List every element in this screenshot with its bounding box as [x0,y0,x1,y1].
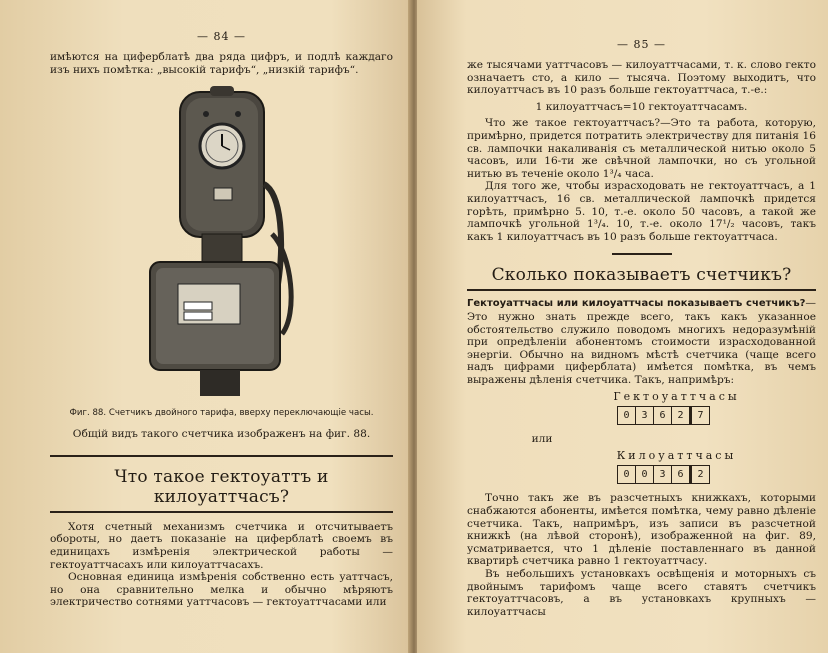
left-page [0,0,413,653]
paragraph: Точно такъ же въ разсчетныхъ книжкахъ, которыми снабжаются абоненты, имѣется помѣтка, чему равно дѣленіе счетчика. Такъ, напримѣръ, изъ записи въ разсчетной книжкѣ (на лѣвой сторонѣ), изображенной на фиг. 89, усматривается, что 1 дѣленіе поставленнаго въ данной квартирѣ счетчика равно 1 гектоуаттчасу. [467,492,816,568]
digit: 3 [636,407,654,424]
divider [467,289,816,291]
paragraph [467,297,816,386]
paragraph: Основная единица измѣренія собственно есть уаттчасъ, но она сравнительно мелка и обычно мѣряютъ электричество сотнями уаттчасовъ — гектоуаттчасами или [50,571,393,609]
formula: 1 килоуаттчасъ=10 гектоуаттчасамъ. [535,100,748,113]
digit: 0 [618,466,636,483]
divider [50,511,393,513]
paragraph: Для того же, чтобы израсходовать не гектоуаттчасъ, а 1 килоуаттчасъ, 16 св. металлической лампочкѣ придется горѣть, примѣрно 5. 10, т.-е. около 50 часовъ, а такой же лампочкѣ угольной 1³/₄. 10, т.-е. около 17¹/₂ часовъ, такъ какъ 1 килоуаттчасъ въ 10 разъ больше гектоуаттчаса. [467,180,816,243]
section-heading-left: Что такое гектоуаттъ и килоуаттчасъ? [114,466,329,507]
figure-caption: Фиг. 88. Счетчикъ двойного тарифа, вверху переключающіе часы. [69,408,374,419]
digit: 0 [636,466,654,483]
general-view-text: Общій видъ такого счетчика изображенъ на фиг. 88. [72,428,371,441]
label-hecto: Гектоуаттчасы [613,390,740,404]
right-page [417,0,828,653]
short-divider [612,253,672,255]
page-number-right: — 85 — [617,38,666,51]
section-heading-right: Сколько показываетъ счетчикъ? [491,265,792,286]
meter-figure [122,84,322,402]
digit: 0 [618,407,636,424]
digit-box-hecto [617,406,710,425]
counter-kilo [467,465,816,484]
digit: 2 [690,466,709,483]
digit: 6 [672,466,690,483]
or-row [467,433,816,445]
digit-box-kilo [617,465,710,484]
digit: 3 [654,466,672,483]
divider [50,455,393,457]
or-word: или [531,433,553,446]
paragraph: Хотя счетный механизмъ счетчика и отсчитываетъ обороты, но даетъ показаніе на циферблатѣ своемъ въ единицахъ измѣренія электрической работы — гектоуаттчасахъ или килоуаттчасахъ. [50,520,393,571]
electric-meter-image [122,84,322,402]
paragraph: Въ небольшихъ установкахъ освѣщенія и моторныхъ съ двойнымъ тарифомъ чаще всего ставятъ счетчикъ гектоуаттчасовъ, а въ установкахъ крупныхъ — килоуаттчасы [467,568,816,618]
subheading: Гектоуаттчасы или килоуаттчасы показываетъ счетчикъ? [467,298,806,310]
digit: 7 [690,407,709,424]
paragraph: Что же такое гектоуаттчасъ?—Это та работа, которую, примѣрно, придется потратить электричеству для питанія 16 св. лампочки накаливанія съ металлической нитью около 5 часовъ, или 16-ти же свѣчной лампочки, но съ угольной нитью въ теченіе около 1³/₄ часа. [467,117,816,180]
label-kilo: Килоуаттчасы [616,449,737,463]
intro-paragraph: имѣются на циферблатѣ два ряда цифръ, и подлѣ каждаго изъ нихъ помѣтка: „высокій тарифъ“, „низкій тарифъ“. [50,51,393,76]
digit: 2 [672,407,690,424]
paragraph-text: —Это нужно знать прежде всего, такъ какъ указанное обстоятельство служило поводомъ многихъ недоразумѣній при опредѣленіи абонентомъ стоимости израсходованной энергіи. Обычно на видномъ мѣстѣ счетчика (чаще всего надъ цифрами циферблата) имѣется помѣтка, въ чемъ выражены дѣленія счетчика. Такъ, напримѣръ: [467,297,816,386]
digit: 6 [654,407,672,424]
counter-hecto [467,406,816,425]
paragraph: же тысячами уаттчасовъ — килоуаттчасами, т. к. слово гекто означаетъ сто, а кило — тысяча. Поэтому выходитъ, что килоуаттчасъ въ 10 разъ больше гектоуаттчаса, т.-е.: [467,59,816,97]
page-number-left: — 84 — [197,30,246,43]
